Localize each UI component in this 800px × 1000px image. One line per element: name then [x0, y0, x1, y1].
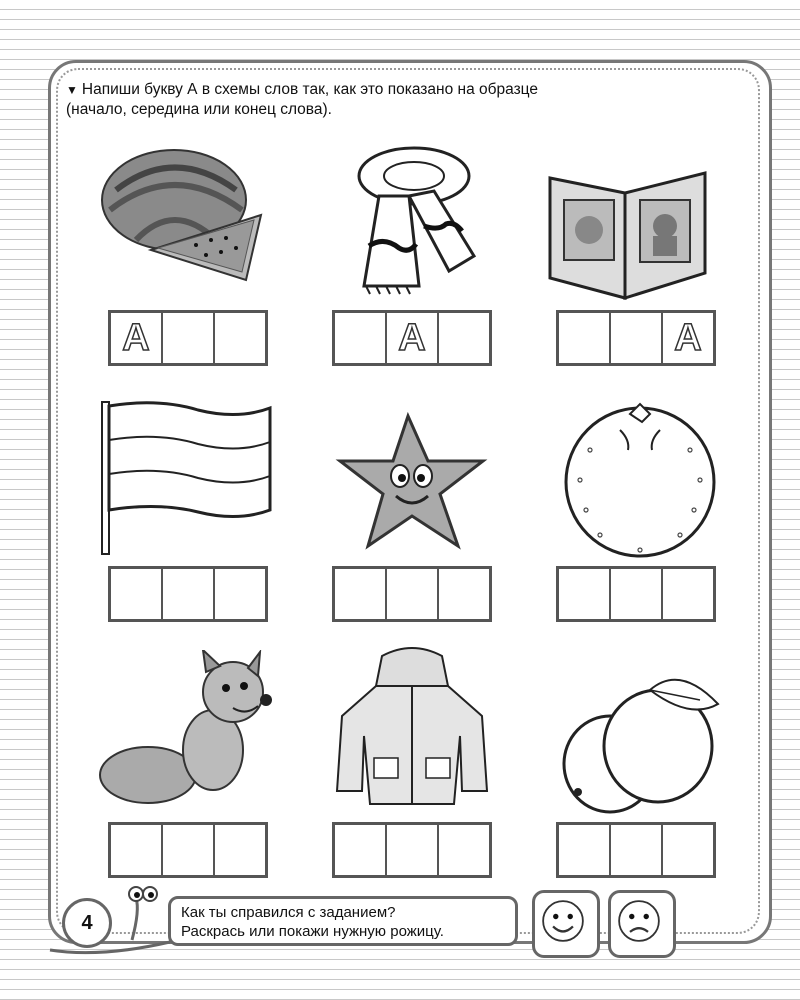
scheme-cell[interactable] [163, 825, 215, 875]
scheme-cell[interactable] [387, 825, 439, 875]
scheme-cell[interactable] [215, 313, 265, 363]
word-scheme[interactable] [332, 822, 492, 878]
scheme-cell[interactable]: А [674, 316, 702, 359]
scheme-cell[interactable] [611, 313, 663, 363]
happy-face-icon [535, 893, 591, 949]
scheme-cell[interactable]: А [111, 313, 163, 363]
jacket-picture [322, 646, 502, 806]
scheme-cell[interactable] [439, 825, 489, 875]
word-scheme[interactable] [556, 310, 716, 366]
scarf-picture [324, 136, 504, 296]
question-line-1: Как ты справился с заданием? [181, 904, 396, 921]
scheme-cell[interactable] [335, 313, 387, 363]
sad-face-icon [611, 893, 667, 949]
scheme-cell[interactable] [163, 569, 215, 619]
scheme-cell[interactable] [335, 825, 387, 875]
happy-face-button[interactable] [532, 890, 600, 958]
word-scheme[interactable] [332, 310, 492, 366]
word-scheme[interactable] [108, 566, 268, 622]
scheme-cell[interactable] [611, 569, 663, 619]
scheme-cell[interactable] [559, 569, 611, 619]
orange-picture [550, 400, 730, 560]
page-number: 4 [62, 898, 112, 948]
word-scheme[interactable] [108, 310, 268, 366]
scheme-cell[interactable] [663, 825, 713, 875]
sad-face-button[interactable] [608, 890, 676, 958]
instruction-line-2: (начало, середина или конец слова). [66, 101, 332, 118]
flag-picture [98, 398, 278, 558]
scheme-cell[interactable] [439, 569, 489, 619]
triangle-down-icon: ▼ [66, 83, 78, 97]
scheme-cell[interactable] [439, 313, 489, 363]
scheme-cell[interactable] [163, 313, 215, 363]
scheme-cell[interactable]: А [387, 313, 439, 363]
scheme-cell[interactable] [387, 569, 439, 619]
book-picture [540, 148, 720, 308]
word-scheme[interactable] [332, 566, 492, 622]
fox-picture [98, 650, 278, 810]
scheme-cell[interactable] [215, 569, 265, 619]
instruction [66, 80, 646, 120]
word-scheme[interactable] [556, 566, 716, 622]
instruction-line-1: Напиши букву А в схемы слов так, как это показано на образце [81, 81, 539, 98]
word-scheme[interactable] [556, 822, 716, 878]
self-assessment-question [168, 896, 518, 946]
scheme-cell[interactable] [215, 825, 265, 875]
apricot-picture [550, 664, 730, 824]
scheme-cell[interactable] [559, 825, 611, 875]
scheme-cell[interactable] [663, 569, 713, 619]
starfish-picture [328, 406, 508, 566]
word-scheme[interactable] [108, 822, 268, 878]
watermelon-picture [96, 140, 276, 300]
scheme-cell[interactable] [559, 313, 611, 363]
scheme-cell[interactable] [335, 569, 387, 619]
scheme-cell[interactable] [111, 825, 163, 875]
scheme-cell[interactable] [111, 569, 163, 619]
question-line-2: Раскрась или покажи нужную рожицу. [181, 923, 444, 940]
scheme-cell[interactable] [611, 825, 663, 875]
